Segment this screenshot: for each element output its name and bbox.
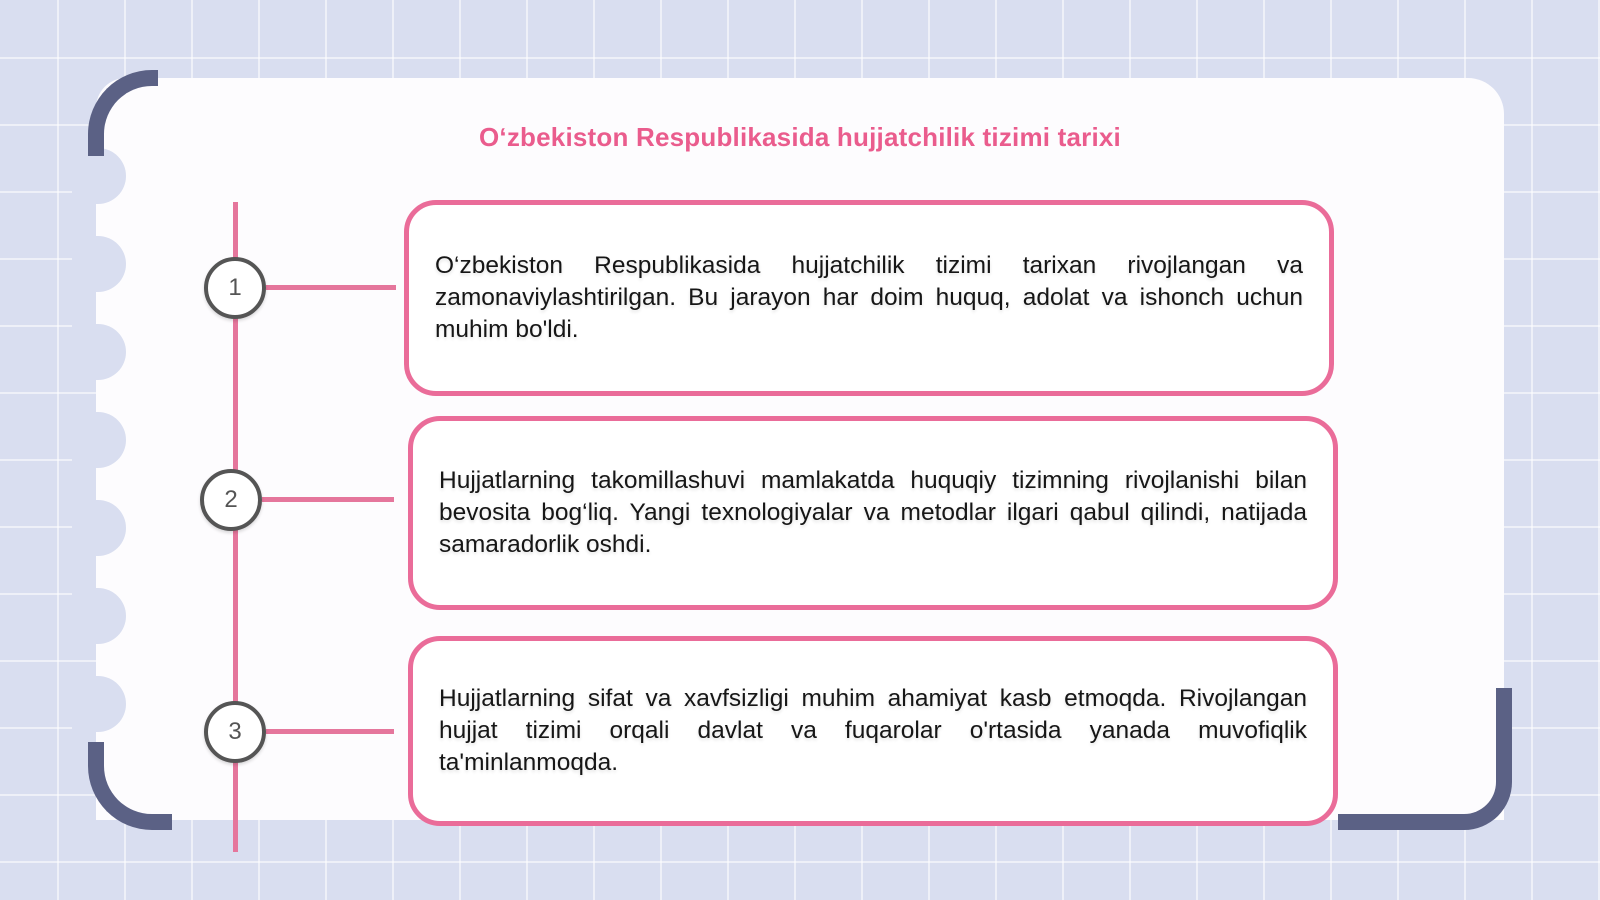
paper-edge-notch bbox=[72, 412, 126, 468]
timeline-connector bbox=[262, 497, 394, 502]
timeline-node-1: 1 bbox=[204, 257, 266, 319]
paper-edge-notch bbox=[72, 148, 126, 204]
timeline-card-1 bbox=[404, 200, 1334, 396]
corner-bracket-top-left bbox=[88, 70, 158, 156]
paper-edge-notch bbox=[72, 236, 126, 292]
paper-edge-notch bbox=[72, 324, 126, 380]
paper-edge-notch bbox=[72, 588, 126, 644]
timeline-card-text: Hujjatlarning sifat va xavfsizligi muhim ahamiyat kasb etmoqda. Rivojlangan hujjat tizimi orqali davlat va fuqarolar o'rtasida yanada muvofiqlik ta'minlanmoqda. bbox=[439, 685, 1307, 776]
corner-bracket-bottom-right bbox=[1338, 688, 1512, 830]
timeline-card-text: O‘zbekiston Respublikasida hujjatchilik tizimi tarixan rivojlangan va zamonaviylashtirilgan. Bu jarayon har doim huquq, adolat va ishonch uchun muhim bo'ldi. bbox=[435, 252, 1303, 343]
paper-edge-notch bbox=[72, 500, 126, 556]
slide-title: Oʻzbekiston Respublikasida hujjatchilik tizimi tarixi bbox=[479, 122, 1121, 152]
timeline-node-3: 3 bbox=[204, 701, 266, 763]
timeline-card-text: Hujjatlarning takomillashuvi mamlakatda huquqiy tizimning rivojlanishi bilan bevosita bog‘liq. Yangi texnologiyalar va metodlar ilgari qabul qilindi, natijada samaradorlik oshdi. bbox=[439, 467, 1307, 558]
timeline-card-2 bbox=[408, 416, 1338, 610]
timeline-connector bbox=[266, 729, 394, 734]
paper-edge-notch bbox=[72, 676, 126, 732]
timeline-connector bbox=[266, 285, 396, 290]
timeline-card-3 bbox=[408, 636, 1338, 826]
timeline-node-2: 2 bbox=[200, 469, 262, 531]
